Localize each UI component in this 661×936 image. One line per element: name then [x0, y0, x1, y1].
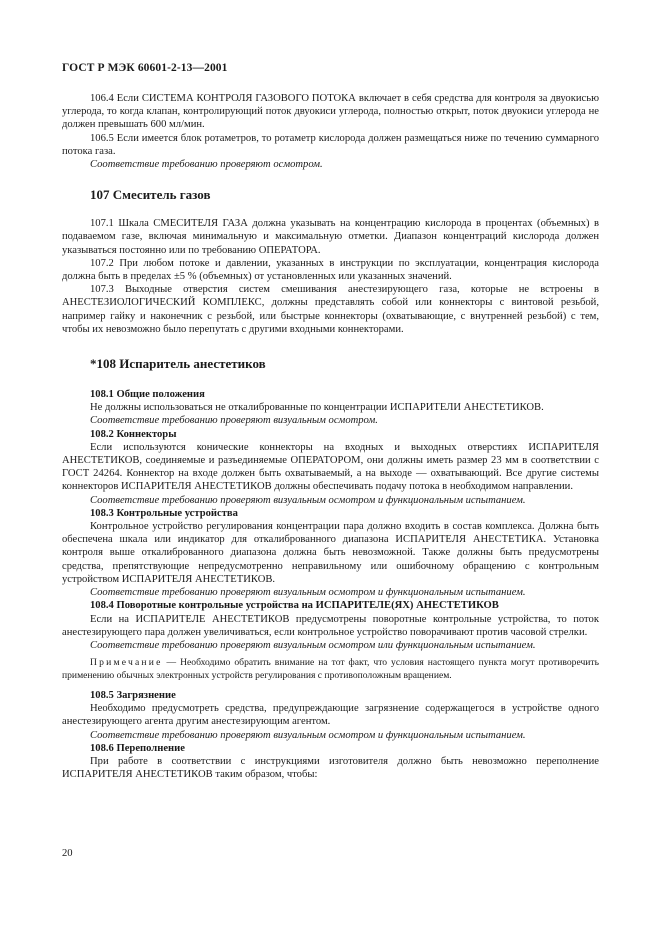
subsection-108-3-heading: 108.3 Контрольные устройства: [90, 507, 238, 519]
subsection-108-2-heading: 108.2 Коннекторы: [90, 428, 177, 440]
paragraph-107-3: 107.3 Выходные отверстия систем смешивания анестезирующего газа, которые не встроены в АНЕСТЕЗИОЛОГИЧЕСКИЙ КОМПЛЕКС, должны представлять собой или коннекторы с винтовой резьбой, например гайку и наконечник с резьбой, или быстрые коннекторы (охватывающие, с внутренней резьбой) с тем, чтобы их невозможно было перепутать с другими входными коннекторами.: [62, 284, 599, 335]
paragraph-106-4: 106.4 Если СИСТЕМА КОНТРОЛЯ ГАЗОВОГО ПОТОКА включает в себя средства для контроля за двуокисью углерода, то когда клапан, контролирующий поток двуокиси углерода, полностью открыт, поток двуокиси углерода не должен превышать 600 мл/мин.: [62, 93, 599, 131]
paragraph-108-2: Если используются конические коннекторы на входных и выходных отверстиях ИСПАРИТЕЛЯ АНЕСТЕТИКОВ, соединяемые и разъединяемые ОПЕРАТОРОМ, они должны иметь размер 23 мм в соответствии с ГОСТ 24264. Коннектор на входе должен быть охватываемый, а на выходе — охватывающий. Все другие системы коннекторов ИСПАРИТЕЛЯ АНЕСТЕТИКОВ должны обеспечивать подачу потока в необходимом направлении.: [62, 441, 599, 493]
compliance-check-108-3: Соответствие требованию проверяют визуальным осмотром и функциональным испытанием.: [90, 587, 526, 599]
section-108-heading: *108 Испаритель анестетиков: [90, 356, 266, 372]
compliance-check-108-2: Соответствие требованию проверяют визуальным осмотром и функциональным испытанием.: [90, 494, 526, 506]
paragraph-108-4: Если на ИСПАРИТЕЛЕ АНЕСТЕТИКОВ предусмотрены поворотные контрольные устройства, то поток анестезирующего пара должен увеличиваться, если контрольное устройство поворачивают против часовой стрелки.: [62, 613, 599, 638]
document-header: ГОСТ Р МЭК 60601-2-13—2001: [62, 62, 228, 74]
subsection-108-4-heading: 108.4 Поворотные контрольные устройства на ИСПАРИТЕЛЕ(ЯХ) АНЕСТЕТИКОВ: [90, 600, 499, 612]
subsection-108-6-heading: 108.6 Переполнение: [90, 742, 185, 754]
compliance-check-108-4: Соответствие требованию проверяют визуальным осмотром или функциональным испытанием.: [90, 639, 536, 651]
compliance-check-108-5: Соответствие требованию проверяют визуальным осмотром и функциональным испытанием.: [90, 729, 526, 741]
paragraph-107-1: 107.1 Шкала СМЕСИТЕЛЯ ГАЗА должна указывать на концентрацию кислорода в процентах (объемных) в подаваемом газе, включая минимальную и максимальную отметки. Диапазон концентраций кислорода должен указываться постоянно или по требованию ОПЕРАТОРА.: [62, 218, 599, 256]
page-number: 20: [62, 848, 73, 859]
paragraph-108-1: Не должны использоваться не откалиброванные по концентрации ИСПАРИТЕЛИ АНЕСТЕТИКОВ.: [90, 402, 544, 414]
paragraph-107-2: 107.2 При любом потоке и давлении, указанных в инструкции по эксплуатации, концентрация кислорода должна быть в пределах ±5 % (объемных) от установленных или указанных значений.: [62, 257, 599, 283]
compliance-check-106: Соответствие требованию проверяют осмотром.: [90, 159, 323, 171]
compliance-check-108-1: Соответствие требованию проверяют визуальным осмотром.: [90, 415, 378, 427]
note-108-4: [62, 657, 599, 682]
paragraph-108-6: При работе в соответствии с инструкциями изготовителя должно быть невозможно переполнение ИСПАРИТЕЛЯ АНЕСТЕТИКОВ таким образом, чтобы:: [62, 755, 599, 781]
paragraph-108-3: Контрольное устройство регулирования концентрации пара должно входить в состав комплекса. Должна быть обеспечена шкала или индикатор для откалиброванного диапазона ИСПАРИТЕЛЯ АНЕСТЕТИКА. Установка контроля выше откалиброванного диапазона должна быть невозможной. Также должны быть предусмотрены средства, препятствующие непредусмотренно неправильному или ошибочному обращению с контрольным устройством ИСПАРИТЕЛЯ АНЕСТЕТИКОВ.: [62, 521, 599, 585]
note-label: Примечание: [90, 657, 163, 669]
paragraph-108-5: Необходимо предусмотреть средства, предупреждающие загрязнение содержащегося в устройстве одного анестезирующего агента другим анестезирующим агентом.: [62, 703, 599, 728]
section-107-heading: 107 Смеситель газов: [90, 187, 211, 203]
subsection-108-5-heading: 108.5 Загрязнение: [90, 689, 176, 701]
paragraph-106-5: 106.5 Если имеется блок ротаметров, то ротаметр кислорода должен размещаться ниже по течению суммарного потока газа.: [62, 132, 599, 157]
note-text: — Необходимо обратить внимание на тот факт, что условия настоящего пункта могут противоречить применению обычных электронных устройств регулирования с противоположным вращением.: [62, 657, 599, 681]
document-page: [62, 62, 599, 781]
subsection-108-1-heading: 108.1 Общие положения: [90, 389, 205, 401]
